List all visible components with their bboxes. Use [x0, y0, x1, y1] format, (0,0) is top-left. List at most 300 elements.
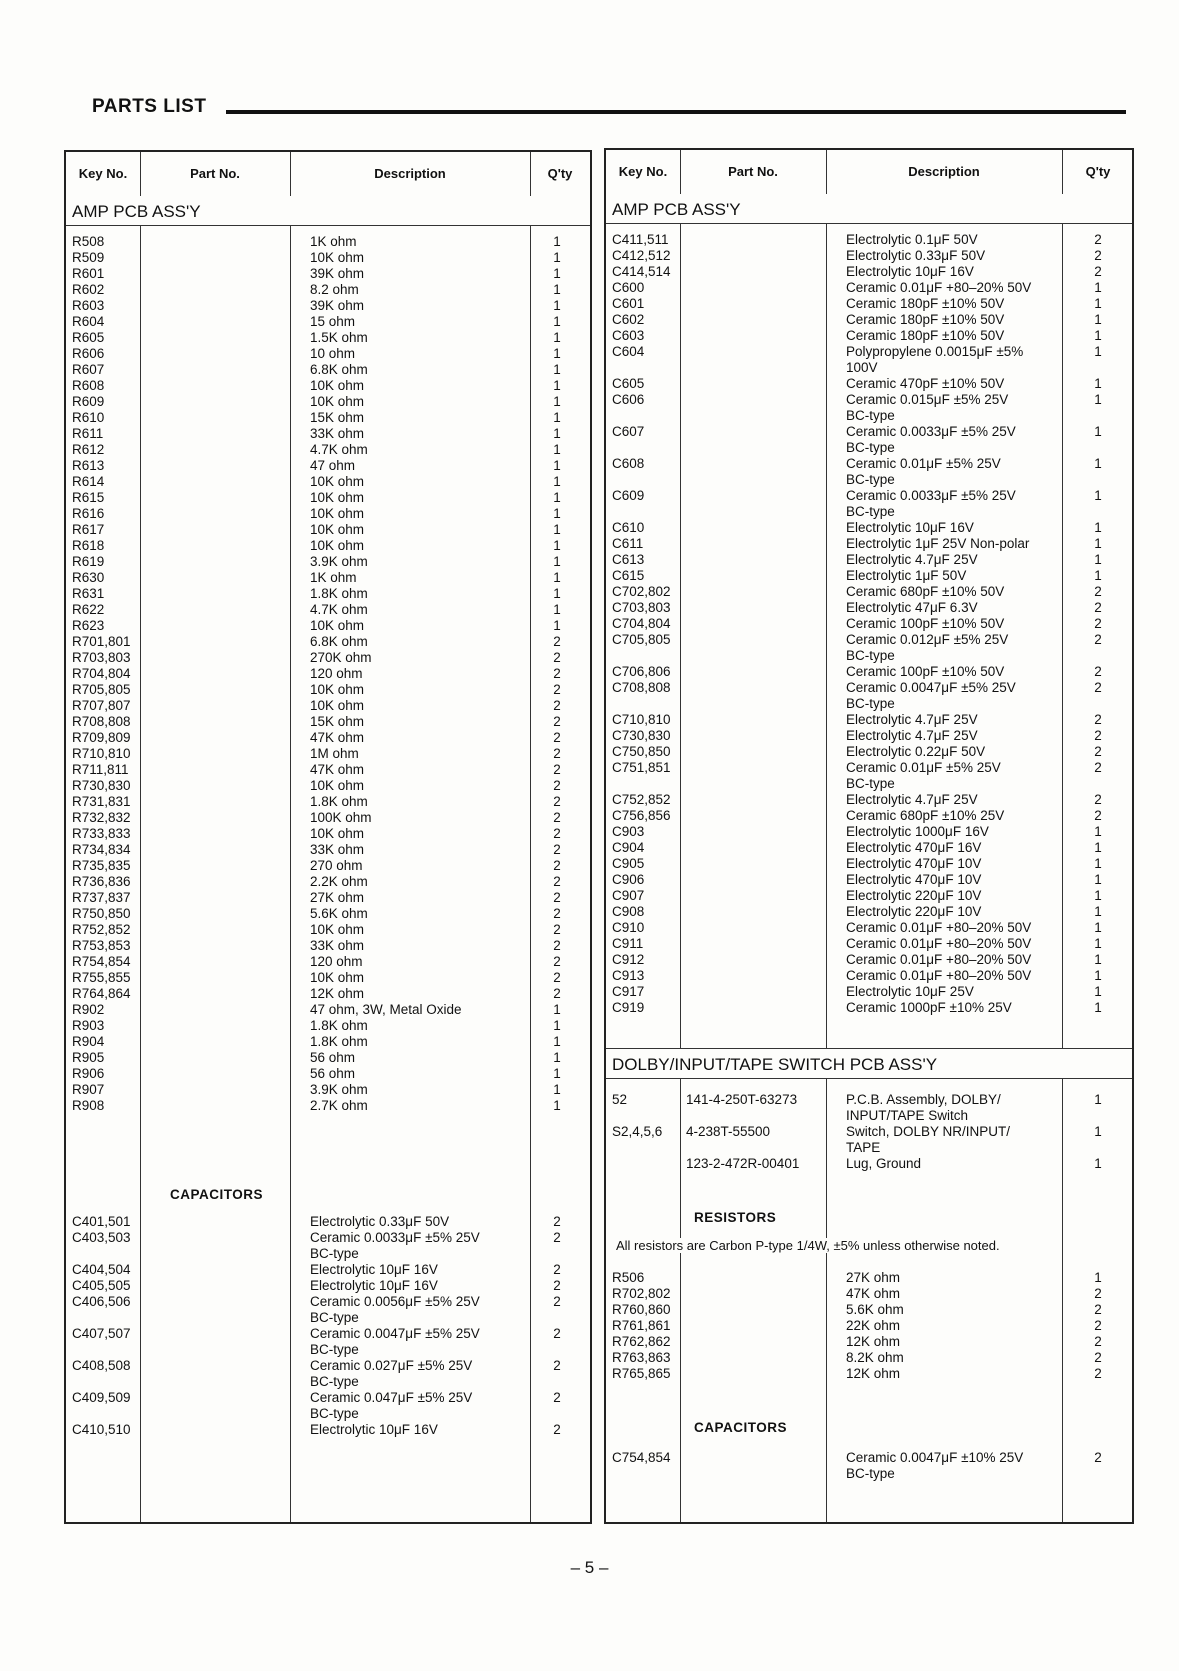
- description-cell: Ceramic 100pF ±10% 50V: [846, 616, 1005, 631]
- description-cell: Electrolytic 0.33μF 50V: [846, 248, 986, 263]
- qty-cell: 1: [553, 1002, 561, 1017]
- key-no-cell: 52: [612, 1092, 628, 1107]
- key-no-cell: C611: [612, 536, 644, 551]
- part-no-cell: 123-2-472R-00401: [686, 1156, 800, 1171]
- page-title: PARTS LIST: [92, 96, 207, 117]
- qty-cell: 1: [553, 330, 561, 345]
- description-cell: 39K ohm: [310, 266, 365, 281]
- table-row: [606, 296, 1132, 312]
- description-cell: Ceramic 470pF ±10% 50V: [846, 376, 1005, 391]
- table-row: [66, 1278, 590, 1294]
- description-cell: BC-type: [846, 440, 895, 455]
- qty-cell: 1: [553, 490, 561, 505]
- description-cell: BC-type: [846, 472, 895, 487]
- table-row: [66, 666, 590, 682]
- table-row: [606, 328, 1132, 344]
- description-cell: 1K ohm: [310, 570, 357, 585]
- qty-cell: 2: [553, 1262, 561, 1277]
- description-cell: 120 ohm: [310, 954, 363, 969]
- qty-cell: 1: [1094, 488, 1102, 503]
- table-row: [606, 472, 1132, 488]
- table-row: [606, 392, 1132, 408]
- description-cell: Ceramic 0.01μF +80–20% 50V: [846, 280, 1032, 295]
- description-cell: 15K ohm: [310, 714, 365, 729]
- table-row: [606, 696, 1132, 712]
- qty-cell: 2: [1094, 792, 1102, 807]
- qty-cell: 2: [553, 794, 561, 809]
- key-no-cell: C910: [612, 920, 645, 935]
- table-row: [606, 552, 1132, 568]
- table-row: [606, 1302, 1132, 1318]
- table-row: [606, 568, 1132, 584]
- description-cell: 47K ohm: [846, 1286, 901, 1301]
- parts-table-right: [604, 148, 1134, 1524]
- table-row: [66, 1018, 590, 1034]
- key-no-cell: R904: [72, 1034, 105, 1049]
- description-cell: 10K ohm: [310, 250, 365, 265]
- key-no-cell: R732,832: [72, 810, 131, 825]
- qty-cell: 1: [553, 362, 561, 377]
- table-row: [66, 874, 590, 890]
- description-cell: 10K ohm: [310, 538, 365, 553]
- table-row: [66, 1374, 590, 1390]
- key-no-cell: R605: [72, 330, 105, 345]
- qty-cell: 1: [1094, 424, 1102, 439]
- qty-cell: 1: [1094, 936, 1102, 951]
- description-cell: BC-type: [846, 696, 895, 711]
- qty-cell: 1: [1094, 280, 1102, 295]
- description-cell: 33K ohm: [310, 426, 365, 441]
- key-no-cell: C409,509: [72, 1390, 131, 1405]
- qty-cell: 2: [1094, 1350, 1102, 1365]
- description-cell: Ceramic 0.027μF ±5% 25V: [310, 1358, 473, 1373]
- description-cell: Electrolytic 1000μF 16V: [846, 824, 989, 839]
- qty-cell: 1: [1094, 568, 1102, 583]
- description-cell: Lug, Ground: [846, 1156, 922, 1171]
- key-no-cell: R622: [72, 602, 105, 617]
- description-cell: Ceramic 0.0033μF ±5% 25V: [310, 1230, 480, 1245]
- title-rule: [226, 110, 1126, 114]
- key-no-cell: R616: [72, 506, 105, 521]
- qty-cell: 1: [1094, 1092, 1102, 1107]
- key-no-cell: R602: [72, 282, 105, 297]
- table-row: [66, 986, 590, 1002]
- key-no-cell: R707,807: [72, 698, 131, 713]
- key-no-cell: C600: [612, 280, 645, 295]
- qty-cell: 1: [1094, 376, 1102, 391]
- key-no-cell: R701,801: [72, 634, 131, 649]
- description-cell: Electrolytic 47μF 6.3V: [846, 600, 978, 615]
- key-no-cell: R607: [72, 362, 105, 377]
- description-cell: INPUT/TAPE Switch: [846, 1108, 969, 1123]
- description-cell: 1.8K ohm: [310, 1018, 368, 1033]
- key-no-cell: C605: [612, 376, 645, 391]
- table-row: [606, 280, 1132, 296]
- description-cell: 15K ohm: [310, 410, 365, 425]
- key-no-cell: C917: [612, 984, 645, 999]
- description-cell: 2.2K ohm: [310, 874, 368, 889]
- qty-cell: 1: [1094, 824, 1102, 839]
- table-row: [606, 344, 1132, 360]
- table-row: [606, 1000, 1132, 1016]
- qty-cell: 2: [1094, 1366, 1102, 1381]
- description-cell: Electrolytic 470μF 10V: [846, 856, 982, 871]
- qty-cell: 2: [1094, 760, 1102, 775]
- key-no-cell: R764,864: [72, 986, 131, 1001]
- description-cell: 10K ohm: [310, 970, 365, 985]
- description-cell: 6.8K ohm: [310, 634, 368, 649]
- key-no-cell: R705,805: [72, 682, 131, 697]
- qty-cell: 1: [553, 570, 561, 585]
- key-no-cell: C919: [612, 1000, 645, 1015]
- key-no-cell: R615: [72, 490, 105, 505]
- table-row: [66, 346, 590, 362]
- table-row: [66, 778, 590, 794]
- key-no-cell: R709,809: [72, 730, 131, 745]
- table-row: [606, 680, 1132, 696]
- key-no-cell: C414,514: [612, 264, 671, 279]
- qty-cell: 1: [553, 346, 561, 361]
- description-cell: Electrolytic 10μF 16V: [846, 520, 974, 535]
- qty-cell: 1: [553, 1034, 561, 1049]
- qty-cell: 2: [553, 954, 561, 969]
- description-cell: Ceramic 0.01μF +80–20% 50V: [846, 936, 1032, 951]
- table-row: [606, 872, 1132, 888]
- key-no-cell: R902: [72, 1002, 105, 1017]
- description-cell: 10K ohm: [310, 394, 365, 409]
- table-row: [606, 1318, 1132, 1334]
- table-row: [606, 1270, 1132, 1286]
- key-no-cell: C751,851: [612, 760, 671, 775]
- qty-cell: 1: [553, 458, 561, 473]
- table-row: [66, 330, 590, 346]
- description-cell: 12K ohm: [846, 1366, 901, 1381]
- key-no-cell: C903: [612, 824, 645, 839]
- description-cell: Ceramic 0.0047μF ±5% 25V: [310, 1326, 480, 1341]
- col-qty: Q'ty: [547, 166, 573, 181]
- key-no-cell: R733,833: [72, 826, 131, 841]
- key-no-cell: R617: [72, 522, 105, 537]
- key-no-cell: R908: [72, 1098, 105, 1113]
- description-cell: 10K ohm: [310, 474, 365, 489]
- qty-cell: 2: [553, 666, 561, 681]
- table-row: [606, 408, 1132, 424]
- description-cell: 27K ohm: [846, 1270, 901, 1285]
- key-no-cell: C907: [612, 888, 645, 903]
- description-cell: 56 ohm: [310, 1050, 356, 1065]
- description-cell: 270K ohm: [310, 650, 372, 665]
- qty-cell: 1: [1094, 392, 1102, 407]
- qty-cell: 1: [553, 314, 561, 329]
- key-no-cell: C754,854: [612, 1450, 671, 1465]
- description-cell: BC-type: [310, 1406, 359, 1421]
- qty-cell: 2: [1094, 1450, 1102, 1465]
- key-no-cell: R608: [72, 378, 105, 393]
- table-row: [66, 506, 590, 522]
- key-no-cell: R619: [72, 554, 105, 569]
- qty-cell: 1: [1094, 888, 1102, 903]
- qty-cell: 2: [1094, 1286, 1102, 1301]
- table-row: [66, 426, 590, 442]
- key-no-cell: R601: [72, 266, 105, 281]
- qty-cell: 2: [553, 906, 561, 921]
- qty-cell: 2: [553, 778, 561, 793]
- table-row: [606, 632, 1132, 648]
- col-description: Description: [374, 166, 446, 181]
- description-cell: 47K ohm: [310, 762, 365, 777]
- table-row: [66, 906, 590, 922]
- key-no-cell: R754,854: [72, 954, 131, 969]
- key-no-cell: C408,508: [72, 1358, 131, 1373]
- key-no-cell: C750,850: [612, 744, 671, 759]
- key-no-cell: R763,863: [612, 1350, 671, 1365]
- key-no-cell: C904: [612, 840, 645, 855]
- description-cell: 12K ohm: [310, 986, 365, 1001]
- key-no-cell: C702,802: [612, 584, 671, 599]
- qty-cell: 1: [553, 234, 561, 249]
- table-row: [606, 616, 1132, 632]
- qty-cell: 1: [1094, 312, 1102, 327]
- description-cell: 1.5K ohm: [310, 330, 368, 345]
- key-no-cell: C401,501: [72, 1214, 131, 1229]
- description-cell: Electrolytic 0.1μF 50V: [846, 232, 978, 247]
- description-cell: Ceramic 0.015μF ±5% 25V: [846, 392, 1009, 407]
- description-cell: Ceramic 0.047μF ±5% 25V: [310, 1390, 473, 1405]
- description-cell: 33K ohm: [310, 938, 365, 953]
- qty-cell: 2: [553, 1422, 561, 1437]
- key-no-cell: R609: [72, 394, 105, 409]
- key-no-cell: C604: [612, 344, 645, 359]
- key-no-cell: C730,830: [612, 728, 671, 743]
- table-row: [66, 1294, 590, 1310]
- description-cell: BC-type: [846, 648, 895, 663]
- resistors-heading: RESISTORS: [694, 1210, 777, 1225]
- table-row: [66, 858, 590, 874]
- description-cell: Ceramic 100pF ±10% 50V: [846, 664, 1005, 679]
- key-no-cell: C403,503: [72, 1230, 131, 1245]
- key-no-cell: C607: [612, 424, 645, 439]
- key-no-cell: C912: [612, 952, 645, 967]
- table-row: [66, 410, 590, 426]
- qty-cell: 2: [1094, 728, 1102, 743]
- section-title: AMP PCB ASS'Y: [606, 194, 1132, 224]
- col-qty: Q'ty: [1085, 164, 1111, 179]
- table-row: [66, 794, 590, 810]
- table-row: [66, 378, 590, 394]
- table-row: [606, 920, 1132, 936]
- key-no-cell: R506: [612, 1270, 645, 1285]
- qty-cell: 2: [553, 634, 561, 649]
- description-cell: BC-type: [846, 1466, 895, 1481]
- qty-cell: 1: [1094, 456, 1102, 471]
- description-cell: Ceramic 680pF ±10% 25V: [846, 808, 1005, 823]
- qty-cell: 1: [1094, 952, 1102, 967]
- key-no-cell: R752,852: [72, 922, 131, 937]
- key-no-cell: R614: [72, 474, 105, 489]
- key-no-cell: R731,831: [72, 794, 131, 809]
- description-cell: Ceramic 0.01μF ±5% 25V: [846, 760, 1001, 775]
- qty-cell: 1: [1094, 840, 1102, 855]
- key-no-cell: C706,806: [612, 664, 671, 679]
- table-row: [66, 810, 590, 826]
- qty-cell: 2: [1094, 680, 1102, 695]
- table-row: [606, 824, 1132, 840]
- description-cell: Electrolytic 1μF 25V Non-polar: [846, 536, 1030, 551]
- key-no-cell: R906: [72, 1066, 105, 1081]
- table-row: [66, 1246, 590, 1262]
- qty-cell: 2: [553, 986, 561, 1001]
- description-cell: Switch, DOLBY NR/INPUT/: [846, 1124, 1011, 1139]
- table-row: [66, 442, 590, 458]
- qty-cell: 1: [553, 1098, 561, 1113]
- table-row: [606, 584, 1132, 600]
- description-cell: Ceramic 0.0047μF ±10% 25V: [846, 1450, 1024, 1465]
- description-cell: Ceramic 180pF ±10% 50V: [846, 296, 1005, 311]
- table-row: [606, 248, 1132, 264]
- qty-cell: 1: [1094, 520, 1102, 535]
- key-no-cell: R630: [72, 570, 105, 585]
- table-row: [66, 1066, 590, 1082]
- key-no-cell: C905: [612, 856, 645, 871]
- description-cell: BC-type: [310, 1246, 359, 1261]
- description-cell: Electrolytic 0.22μF 50V: [846, 744, 986, 759]
- description-cell: Electrolytic 10μF 16V: [846, 264, 974, 279]
- description-cell: Ceramic 0.0047μF ±5% 25V: [846, 680, 1016, 695]
- key-no-cell: R762,862: [612, 1334, 671, 1349]
- description-cell: 5.6K ohm: [310, 906, 368, 921]
- description-cell: Ceramic 1000pF ±10% 25V: [846, 1000, 1012, 1015]
- description-cell: TAPE: [846, 1140, 881, 1155]
- table-row: [66, 714, 590, 730]
- description-cell: Ceramic 0.01μF +80–20% 50V: [846, 920, 1032, 935]
- qty-cell: 2: [1094, 1302, 1102, 1317]
- table-row: [66, 394, 590, 410]
- key-no-cell: R905: [72, 1050, 105, 1065]
- key-no-cell: R765,865: [612, 1366, 671, 1381]
- qty-cell: 2: [553, 826, 561, 841]
- qty-cell: 1: [1094, 552, 1102, 567]
- table-row: [606, 744, 1132, 760]
- qty-cell: 1: [1094, 1000, 1102, 1015]
- description-cell: BC-type: [846, 408, 895, 423]
- table-row: [606, 1092, 1132, 1108]
- table-row: [66, 1422, 590, 1438]
- table-row: [606, 1466, 1132, 1482]
- table-row: [606, 1286, 1132, 1302]
- qty-cell: 1: [553, 394, 561, 409]
- table-row: [66, 1358, 590, 1374]
- table-row: [606, 312, 1132, 328]
- qty-cell: 1: [553, 618, 561, 633]
- key-no-cell: R711,811: [72, 762, 129, 777]
- description-cell: Electrolytic 10μF 16V: [310, 1422, 438, 1437]
- resistors-note: All resistors are Carbon P-type 1/4W, ±5% unless otherwise noted.: [616, 1238, 1000, 1253]
- description-cell: 100V: [846, 360, 878, 375]
- table-row: [66, 650, 590, 666]
- table-row: [606, 664, 1132, 680]
- table-row: [66, 1342, 590, 1358]
- key-no-cell: C705,805: [612, 632, 671, 647]
- qty-cell: 2: [1094, 264, 1102, 279]
- table-row: [66, 890, 590, 906]
- key-no-cell: R903: [72, 1018, 105, 1033]
- table-header: [66, 152, 590, 198]
- description-cell: 5.6K ohm: [846, 1302, 904, 1317]
- key-no-cell: C606: [612, 392, 645, 407]
- col-key-no: Key No.: [618, 164, 668, 179]
- qty-cell: 2: [553, 1214, 561, 1229]
- qty-cell: 2: [553, 842, 561, 857]
- qty-cell: 1: [553, 410, 561, 425]
- table-row: [606, 1156, 1132, 1172]
- qty-cell: 2: [553, 746, 561, 761]
- table-row: [66, 1310, 590, 1326]
- qty-cell: 1: [1094, 1270, 1102, 1285]
- description-cell: Ceramic 0.01μF ±5% 25V: [846, 456, 1001, 471]
- qty-cell: 1: [553, 522, 561, 537]
- qty-cell: 1: [1094, 296, 1102, 311]
- qty-cell: 1: [1094, 328, 1102, 343]
- table-row: [66, 938, 590, 954]
- description-cell: Electrolytic 10μF 16V: [310, 1278, 438, 1293]
- col-description: Description: [908, 164, 980, 179]
- table-row: [606, 952, 1132, 968]
- key-no-cell: R610: [72, 410, 105, 425]
- description-cell: 10K ohm: [310, 922, 365, 937]
- qty-cell: 2: [1094, 632, 1102, 647]
- description-cell: 1M ohm: [310, 746, 359, 761]
- table-row: [66, 538, 590, 554]
- table-row: [66, 602, 590, 618]
- table-row: [606, 936, 1132, 952]
- description-cell: Electrolytic 1μF 50V: [846, 568, 967, 583]
- description-cell: Electrolytic 220μF 10V: [846, 904, 982, 919]
- qty-cell: 1: [553, 298, 561, 313]
- qty-cell: 2: [553, 1358, 561, 1373]
- table-row: [606, 968, 1132, 984]
- description-cell: Ceramic 680pF ±10% 50V: [846, 584, 1005, 599]
- qty-cell: 2: [553, 1278, 561, 1293]
- table-row: [606, 1334, 1132, 1350]
- part-no-cell: 141-4-250T-63273: [686, 1092, 798, 1107]
- table-row: [66, 1214, 590, 1230]
- key-no-cell: C407,507: [72, 1326, 131, 1341]
- table-row: [606, 904, 1132, 920]
- table-row: [66, 1326, 590, 1342]
- key-no-cell: C601: [612, 296, 645, 311]
- key-no-cell: R755,855: [72, 970, 131, 985]
- description-cell: P.C.B. Assembly, DOLBY/: [846, 1092, 1001, 1107]
- qty-cell: 1: [1094, 920, 1102, 935]
- qty-cell: 1: [1094, 536, 1102, 551]
- table-row: [66, 730, 590, 746]
- key-no-cell: R736,836: [72, 874, 131, 889]
- qty-cell: 1: [1094, 904, 1102, 919]
- key-no-cell: C406,506: [72, 1294, 131, 1309]
- key-no-cell: R604: [72, 314, 105, 329]
- description-cell: Polypropylene 0.0015μF ±5%: [846, 344, 1024, 359]
- description-cell: BC-type: [310, 1374, 359, 1389]
- table-row: [606, 776, 1132, 792]
- qty-cell: 2: [553, 810, 561, 825]
- table-row: [66, 522, 590, 538]
- table-row: [66, 234, 590, 250]
- description-cell: 10K ohm: [310, 618, 365, 633]
- description-cell: 1.8K ohm: [310, 586, 368, 601]
- description-cell: Electrolytic 0.33μF 50V: [310, 1214, 450, 1229]
- right-capacitor-list: [606, 232, 1132, 1016]
- key-no-cell: R606: [72, 346, 105, 361]
